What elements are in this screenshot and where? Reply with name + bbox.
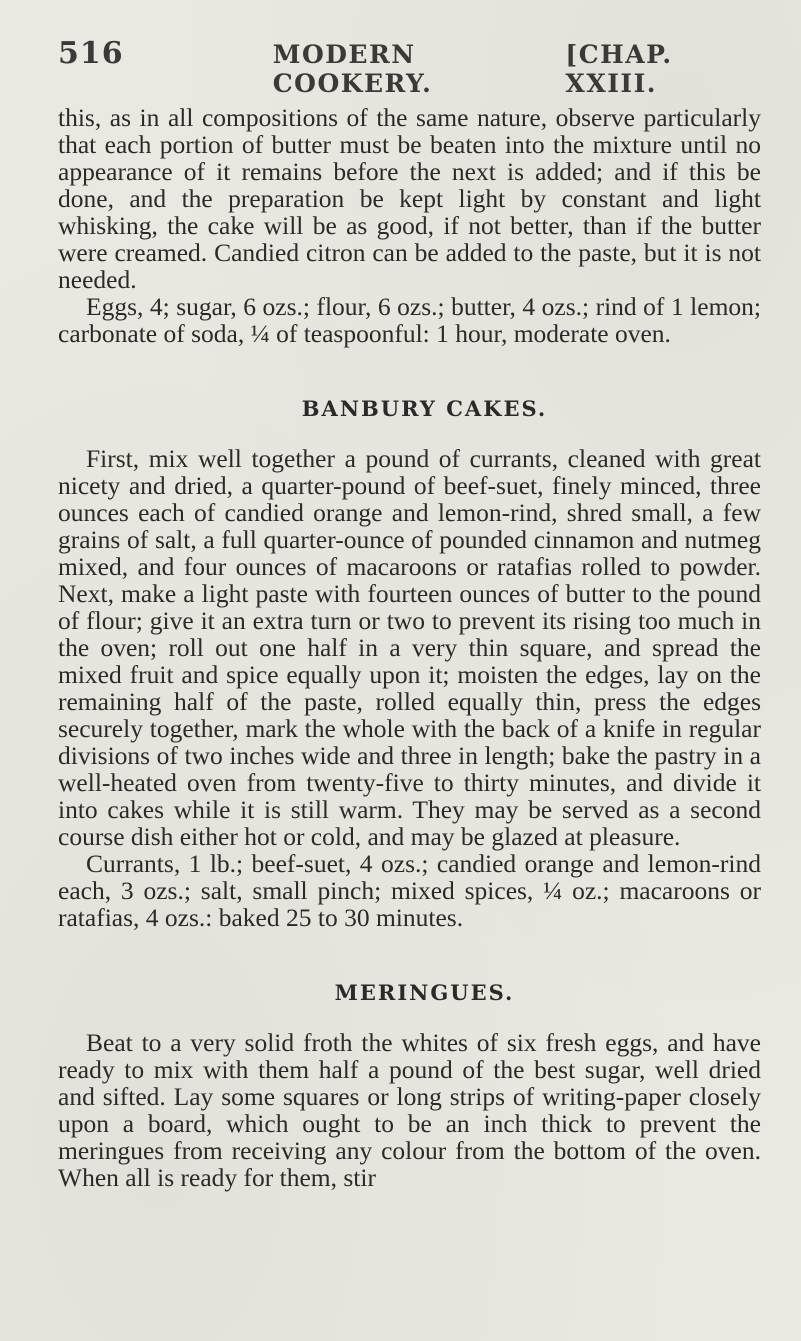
page-number: 516 — [58, 36, 124, 71]
banbury-cakes-paragraph: First, mix well together a pound of currants, cleaned with great nicety and dried, a quarter-pound of beef-suet, finely minced, three ounces each of candied orange and lemon-rind, shred small, a few grains of salt, a full quarter-ounce of pounded cinnamon and nutmeg mixed, and four ounces of macaroons or ratafias rolled to powder. Next, make a light paste with fourteen ounces of butter to the pound of flour; give it an extra turn or two to prevent its rising too much in the oven; roll out one half in a very thin square, and spread the mixed fruit and spice equally upon it; moisten the edges, lay on the remaining half of the paste, rolled equally thin, press the edges securely together, mark the whole with the back of a knife in regular divisions of two inches wide and three in length; bake the pastry in a well-heated oven from twenty-five to thirty minutes, and divide it into cakes while it is still warm. They may be served as a second course dish either hot or cold, and may be glazed at pleasure. — [58, 444, 761, 851]
meringues-heading: MERINGUES. — [334, 980, 515, 1005]
banbury-cakes-recipe-summary: Currants, 1 lb.; beef-suet, 4 ozs.; candied orange and lemon-rind each, 3 ozs.; salt, small pinch; mixed spices, ¼ oz.; macaroons or ratafias, 4 ozs.: baked 25 to 30 minutes. — [58, 849, 761, 932]
meringues-paragraph: Beat to a very solid froth the whites of six fresh eggs, and have ready to mix with them half a pound of the best sugar, well dried and sifted. Lay some squares or long strips of writing-paper closely upon a board, which ought to be an inch thick to prevent the meringues from receiving any colour from the bottom of the oven. When all is ready for them, stir — [58, 1028, 761, 1192]
running-title: MODERN COOKERY. — [272, 40, 433, 98]
page-header — [58, 36, 761, 98]
intro-recipe-summary: Eggs, 4; sugar, 6 ozs.; flour, 6 ozs.; butter, 4 ozs.; rind of 1 lemon; carbonate of soda, ¼ of teaspoonful: 1 hour, moderate oven. — [58, 292, 761, 348]
chapter-reference: [CHAP. XXIII. — [565, 40, 673, 98]
page-body — [58, 104, 761, 1191]
banbury-cakes-heading: BANBURY CAKES. — [301, 396, 548, 421]
intro-paragraph: this, as in all compositions of the same nature, observe particularly that each portion of butter must be beaten into the mixture until no appearance of it remains before the next is added; and if this be done, and the preparation be kept light by constant and light whisking, the cake will be as good, if not better, than if the butter were creamed. Candied citron can be added to the paste, but it is not needed. — [58, 103, 761, 294]
